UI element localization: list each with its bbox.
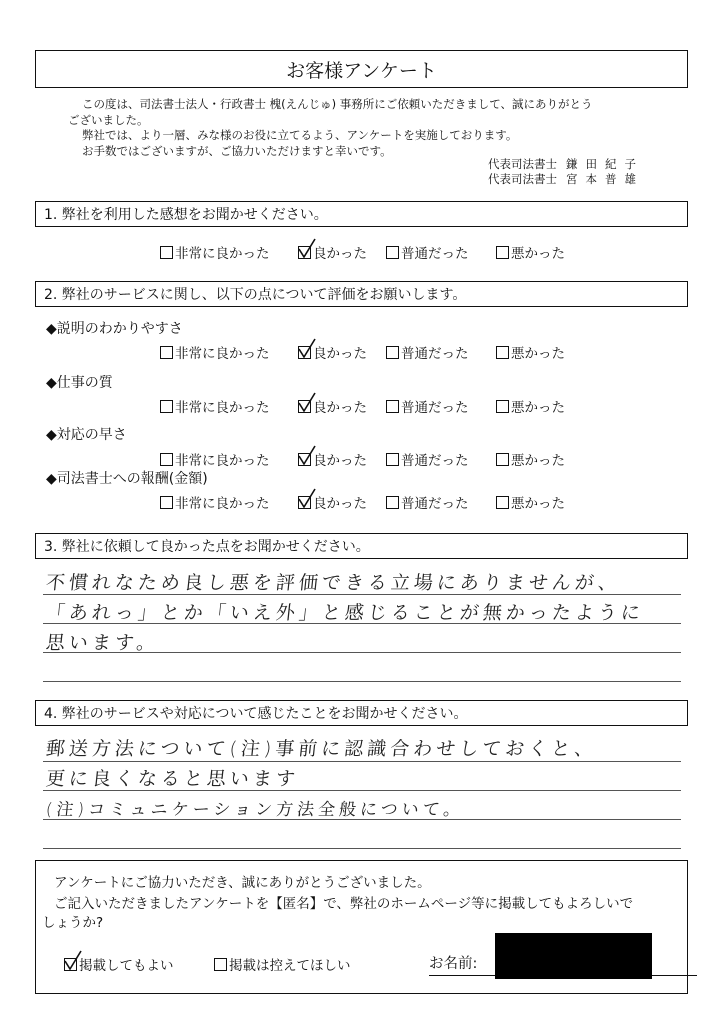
question-2-heading: 2. 弊社のサービスに関し、以下の点について評価をお願いします。 xyxy=(35,281,688,307)
handwritten-answer-line: 更に良くなると思います xyxy=(44,768,301,790)
rating-options xyxy=(160,242,586,262)
checkbox-average[interactable] xyxy=(386,496,399,509)
option-good[interactable] xyxy=(298,449,386,469)
intro-line: 弊社では、より一層、みな様のお役に立てるよう、アンケートを実施しております。 xyxy=(82,128,518,142)
option-label: 非常に良かった xyxy=(175,346,270,362)
redacted-name xyxy=(495,933,652,979)
option-very-good[interactable] xyxy=(160,492,298,512)
checkbox-very-good[interactable] xyxy=(160,400,173,413)
consent-yes-label: 掲載してもよい xyxy=(79,958,174,974)
option-label: 悪かった xyxy=(511,246,565,262)
consent-no-option[interactable] xyxy=(214,954,394,974)
checkbox-average[interactable] xyxy=(386,400,399,413)
handwritten-answer-line: 思います。 xyxy=(44,632,161,654)
checkbox-good[interactable] xyxy=(298,400,311,413)
option-label: 悪かった xyxy=(511,400,565,416)
checkbox-good[interactable] xyxy=(298,346,311,359)
intro-line: お手数ではございますが、ご協力いただけますと幸いです。 xyxy=(82,143,392,158)
signature-role: 代表司法書士 xyxy=(488,172,557,186)
option-label: 悪かった xyxy=(511,496,565,512)
checkbox-bad[interactable] xyxy=(496,346,509,359)
option-average[interactable] xyxy=(386,242,496,262)
consent-yes-checkbox[interactable] xyxy=(64,958,77,971)
checkbox-good[interactable] xyxy=(298,453,311,466)
check-mark-icon xyxy=(297,392,317,414)
option-label: 普通だった xyxy=(401,346,469,362)
option-good[interactable] xyxy=(298,492,386,512)
option-very-good[interactable] xyxy=(160,396,298,416)
checkbox-very-good[interactable] xyxy=(160,453,173,466)
checkbox-bad[interactable] xyxy=(496,453,509,466)
signature-row xyxy=(488,157,644,172)
question-4-heading: 4. 弊社のサービスや対応について感じたことをお聞かせください。 xyxy=(35,700,688,726)
option-label: 非常に良かった xyxy=(175,496,270,512)
option-label: 良かった xyxy=(313,400,367,416)
option-very-good[interactable] xyxy=(160,449,298,469)
check-mark-icon xyxy=(297,488,317,510)
consent-options xyxy=(64,954,394,974)
footer-thanks: アンケートにご協力いただき、誠にありがとうございました。 xyxy=(54,875,431,891)
check-mark-icon xyxy=(297,238,317,260)
rating-options xyxy=(160,396,586,416)
checkbox-good[interactable] xyxy=(298,496,311,509)
question-1-heading: 1. 弊社を利用した感想をお聞かせください。 xyxy=(35,201,688,227)
option-label: 良かった xyxy=(313,453,367,469)
footer-question-cont: しょうか? xyxy=(42,915,104,931)
question-2-item-label: ◆説明のわかりやすさ xyxy=(46,321,183,337)
checkbox-bad[interactable] xyxy=(496,496,509,509)
signature-role: 代表司法書士 xyxy=(488,157,557,171)
checkbox-very-good[interactable] xyxy=(160,496,173,509)
question-2-item-label: ◆対応の早さ xyxy=(46,427,127,443)
option-label: 普通だった xyxy=(401,246,469,262)
handwritten-answer-line: 不慣れなため良し悪を評価できる立場にありませんが、 xyxy=(44,572,623,594)
option-bad[interactable] xyxy=(496,242,586,262)
rating-options xyxy=(160,449,586,469)
option-label: 悪かった xyxy=(511,346,565,362)
checkbox-good[interactable] xyxy=(298,246,311,259)
option-bad[interactable] xyxy=(496,449,586,469)
footer-question: ご記入いただきましたアンケートを【匿名】で、弊社のホームページ等に掲載してもよろしいで xyxy=(54,896,634,912)
option-label: 良かった xyxy=(313,246,367,262)
option-bad[interactable] xyxy=(496,492,586,512)
option-label: 普通だった xyxy=(401,400,469,416)
option-label: 非常に良かった xyxy=(175,400,270,416)
survey-title: お客様アンケート xyxy=(35,50,688,88)
consent-no-checkbox[interactable] xyxy=(214,958,227,971)
option-average[interactable] xyxy=(386,492,496,512)
option-label: 非常に良かった xyxy=(175,453,270,469)
rating-options xyxy=(160,342,586,362)
answer-rule xyxy=(43,848,681,849)
handwritten-answer-line: 郵送方法について(注)事前に認識合わせしておくと、 xyxy=(44,738,599,760)
question-2-item-label: ◆仕事の質 xyxy=(46,375,113,391)
signature-row xyxy=(488,172,644,187)
consent-yes-option[interactable] xyxy=(64,954,214,974)
checkbox-average[interactable] xyxy=(386,346,399,359)
checkbox-bad[interactable] xyxy=(496,246,509,259)
checkbox-average[interactable] xyxy=(386,453,399,466)
option-label: 普通だった xyxy=(401,453,469,469)
option-good[interactable] xyxy=(298,342,386,362)
option-label: 良かった xyxy=(313,346,367,362)
question-2-item-label: ◆司法書士への報酬(金額) xyxy=(46,471,208,487)
option-average[interactable] xyxy=(386,342,496,362)
checkbox-average[interactable] xyxy=(386,246,399,259)
handwritten-answer-line: (注)コミュニケーション方法全般について。 xyxy=(44,800,466,820)
option-average[interactable] xyxy=(386,396,496,416)
option-average[interactable] xyxy=(386,449,496,469)
option-label: 悪かった xyxy=(511,453,565,469)
rating-options xyxy=(160,492,586,512)
answer-rule xyxy=(43,761,681,762)
consent-no-label: 掲載は控えてほしい xyxy=(229,958,351,974)
option-very-good[interactable] xyxy=(160,242,298,262)
check-mark-icon xyxy=(297,338,317,360)
checkbox-very-good[interactable] xyxy=(160,346,173,359)
option-bad[interactable] xyxy=(496,342,586,362)
option-very-good[interactable] xyxy=(160,342,298,362)
answer-rule xyxy=(43,681,681,682)
handwritten-answer-line: 「あれっ」とか「いえ外」と感じることが無かったように xyxy=(44,602,646,624)
intro-line: この度は、司法書士法人・行政書士 槐(えんじゅ) 事務所にご依頼いただきまして、誠にありがとう xyxy=(82,97,593,111)
signature-block xyxy=(488,157,644,187)
check-mark-icon xyxy=(63,950,83,972)
option-good[interactable] xyxy=(298,242,386,262)
intro-line: ございました。 xyxy=(68,112,149,127)
checkbox-bad[interactable] xyxy=(496,400,509,413)
option-label: 普通だった xyxy=(401,496,469,512)
option-label: 非常に良かった xyxy=(175,246,270,262)
intro-text xyxy=(68,97,678,159)
question-3-heading: 3. 弊社に依頼して良かった点をお聞かせください。 xyxy=(35,533,688,559)
signature-name: 鎌田紀子 xyxy=(566,157,644,171)
checkbox-very-good[interactable] xyxy=(160,246,173,259)
name-field-label: お名前: xyxy=(429,952,697,976)
check-mark-icon xyxy=(297,445,317,467)
option-good[interactable] xyxy=(298,396,386,416)
signature-name: 宮本普雄 xyxy=(566,172,644,186)
option-bad[interactable] xyxy=(496,396,586,416)
option-label: 良かった xyxy=(313,496,367,512)
